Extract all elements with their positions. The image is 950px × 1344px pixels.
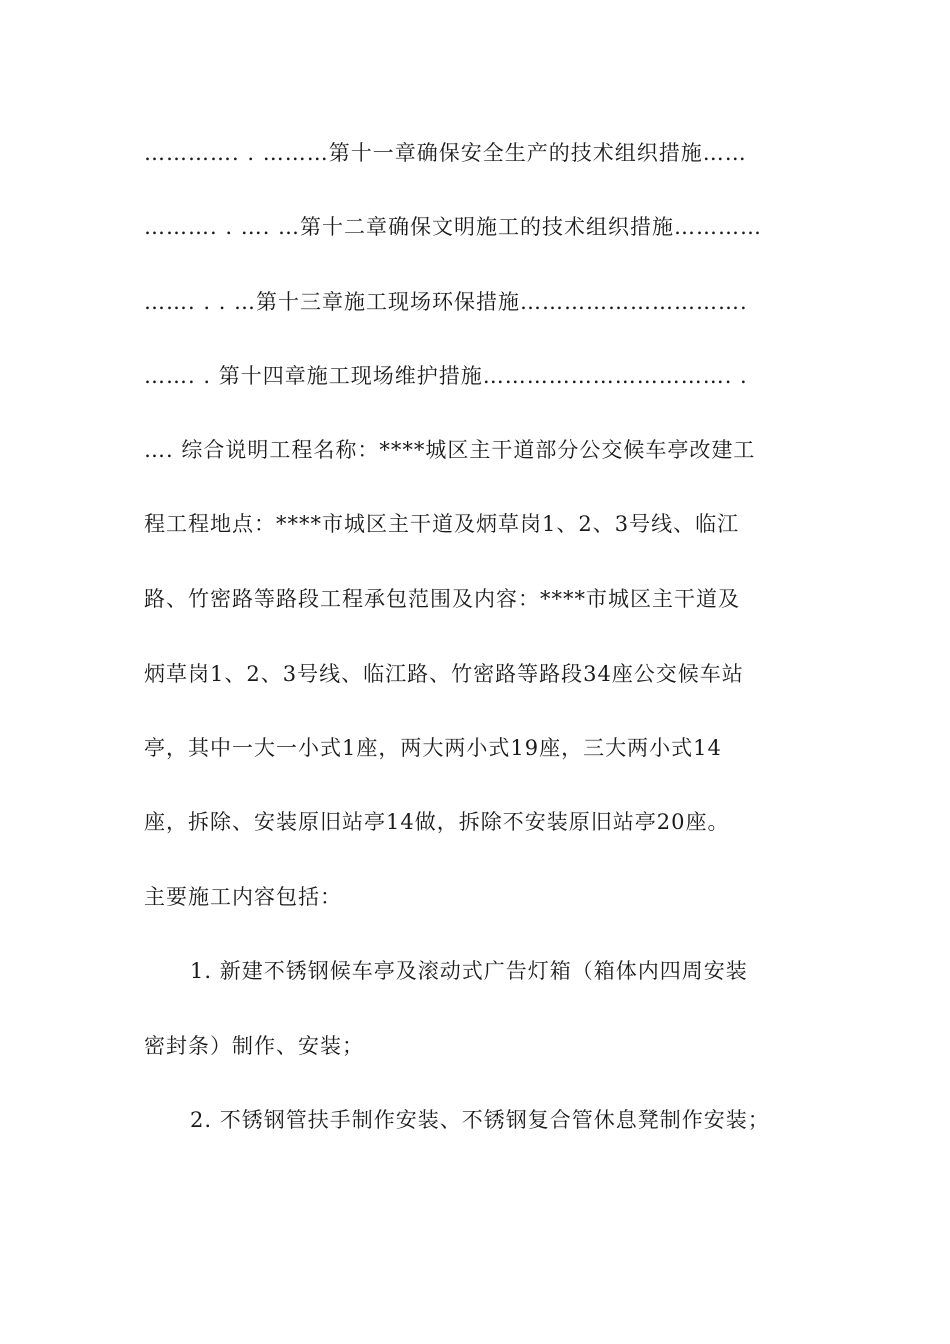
- body-line-7: 主要施工内容包括：: [144, 885, 342, 909]
- body-line-6: 座，拆除、安装原旧站亭14做，拆除不安装原旧站亭20座。: [144, 810, 730, 834]
- list-item-1: 1. 新建不锈钢候车亭及滚动式广告灯箱（箱体内四周安装: [190, 959, 748, 983]
- toc-line-chapter-13: ……. . . …第十三章施工现场环保措施………………………….: [144, 290, 748, 314]
- list-item-2: 2. 不锈钢管扶手制作安装、不锈钢复合管休息凳制作安装；: [190, 1108, 770, 1132]
- toc-line-chapter-11: …………. . ………第十一章确保安全生产的技术组织措施……: [144, 141, 747, 165]
- body-line-1: …. 综合说明工程名称：****城区主干道部分公交候车亭改建工: [144, 438, 756, 462]
- toc-line-chapter-14: ……. . 第十四章施工现场维护措施……………………………. .: [144, 364, 748, 388]
- body-line-2: 程工程地点：****市城区主干道及炳草岗1、2、3号线、临江: [144, 512, 740, 536]
- body-line-5: 亭，其中一大一小式1座，两大两小式19座，三大两小式14: [144, 736, 722, 760]
- list-item-1-continued: 密封条）制作、安装；: [144, 1034, 364, 1058]
- toc-line-chapter-12: ………. . …. …第十二章确保文明施工的技术组织措施…………: [144, 215, 763, 239]
- body-line-4: 炳草岗1、2、3号线、临江路、竹密路等路段34座公交候车站: [144, 662, 744, 686]
- body-line-3: 路、竹密路等路段工程承包范围及内容：****市城区主干道及: [144, 587, 740, 611]
